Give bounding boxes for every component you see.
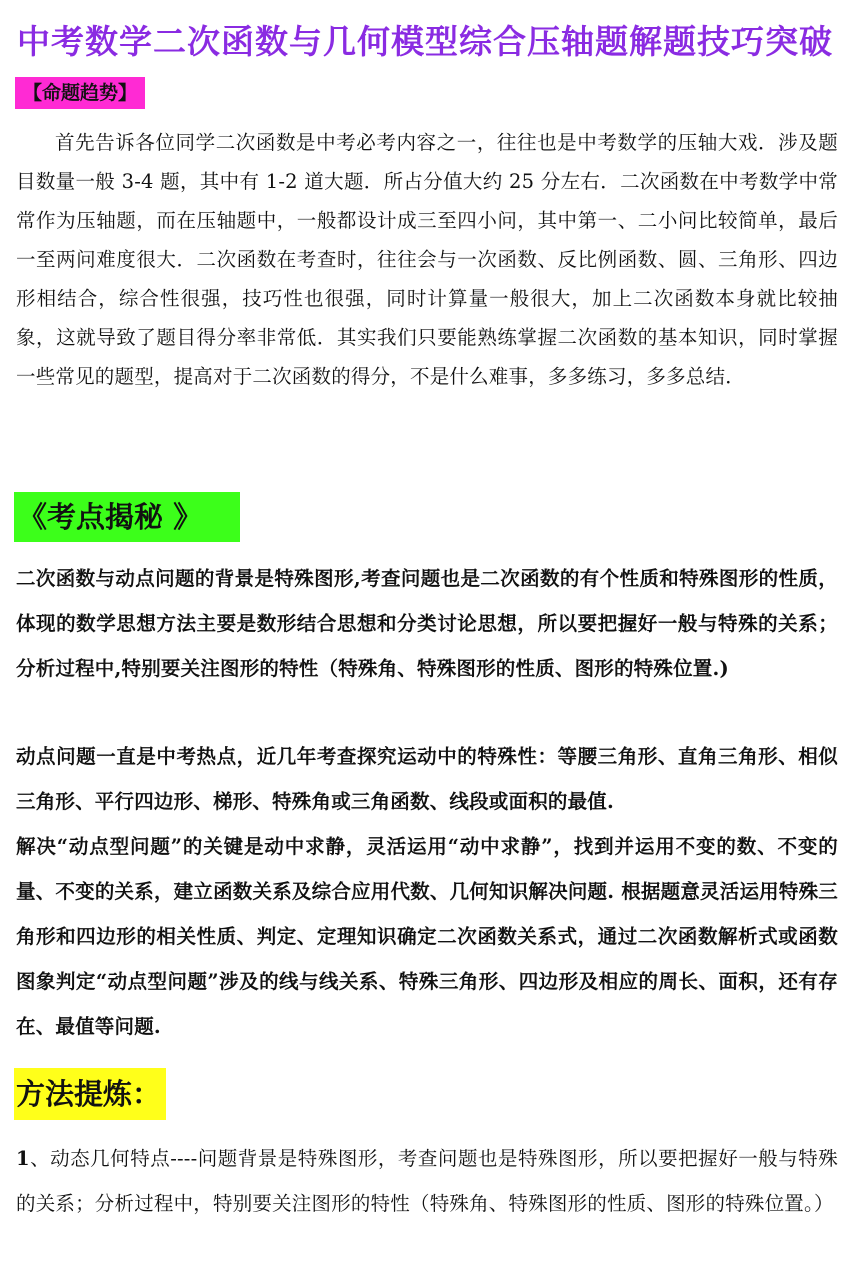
methods-item-1 [16,1136,838,1226]
trend-paragraph: 首先告诉各位同学二次函数是中考必考内容之一，往往也是中考数学的压轴大戏．涉及题目数量一般 3-4 题，其中有 1-2 道大题．所占分值大约 25 分左右．二次函数在中考数学中常常作为压轴题，而在压轴题中，一般都设计成三至四小问，其中第一、二小问比较简单，最后一至两问难度很大．二次函数在考查时，往往会与一次函数、反比例函数、圆、三角形、四边形相结合，综合性很强，技巧性也很强，同时计算量一般很大，加上二次函数本身就比较抽象，这就导致了题目得分率非常低．其实我们只要能熟练掌握二次函数的基本知识，同时掌握一些常见的题型，提高对于二次函数的得分，不是什么难事，多多练习，多多总结． [16,131,838,388]
section-tag-methods: 方法提炼： [14,1068,166,1120]
secrets-paragraph-3: 解决“动点型问题”的关键是动中求静，灵活运用“动中求静”，找到并运用不变的数、不变的量、不变的关系，建立函数关系及综合应用代数、几何知识解决问题. 根据题意灵活运用特殊三角形和四边形的相关性质、判定、定理知识确定二次函数关系式，通过二次函数解析式或函数图象判定“动点型问题”涉及的线与线关系、特殊三角形、四边形及相应的周长、面积，还有存在、最值等问题. [16,835,838,1038]
page-title: 中考数学二次函数与几何模型综合压轴题解题技巧突破 [17,22,833,61]
methods-item-text: 、动态几何特点----问题背景是特殊图形，考查问题也是特殊图形，所以要把握好一般与特殊的关系；分析过程中，特别要关注图形的特性（特殊角、特殊图形的性质、图形的特殊位置。） [16,1147,838,1215]
methods-item-number: 1 [16,1147,30,1170]
section-tag-secrets: 《考点揭秘 》 [14,492,240,542]
secrets-paragraph-2: 动点问题一直是中考热点，近几年考查探究运动中的特殊性：等腰三角形、直角三角形、相似三角形、平行四边形、梯形、特殊角或三角函数、线段或面积的最值. [16,745,838,813]
section-tag-trend: 【命题趋势】 [15,77,145,109]
secrets-paragraph-1: 二次函数与动点问题的背景是特殊图形,考查问题也是二次函数的有个性质和特殊图形的性质，体现的数学思想方法主要是数形结合思想和分类讨论思想，所以要把握好一般与特殊的关系；分析过程中,特别要关注图形的特性（特殊角、特殊图形的性质、图形的特殊位置.) [16,567,838,680]
